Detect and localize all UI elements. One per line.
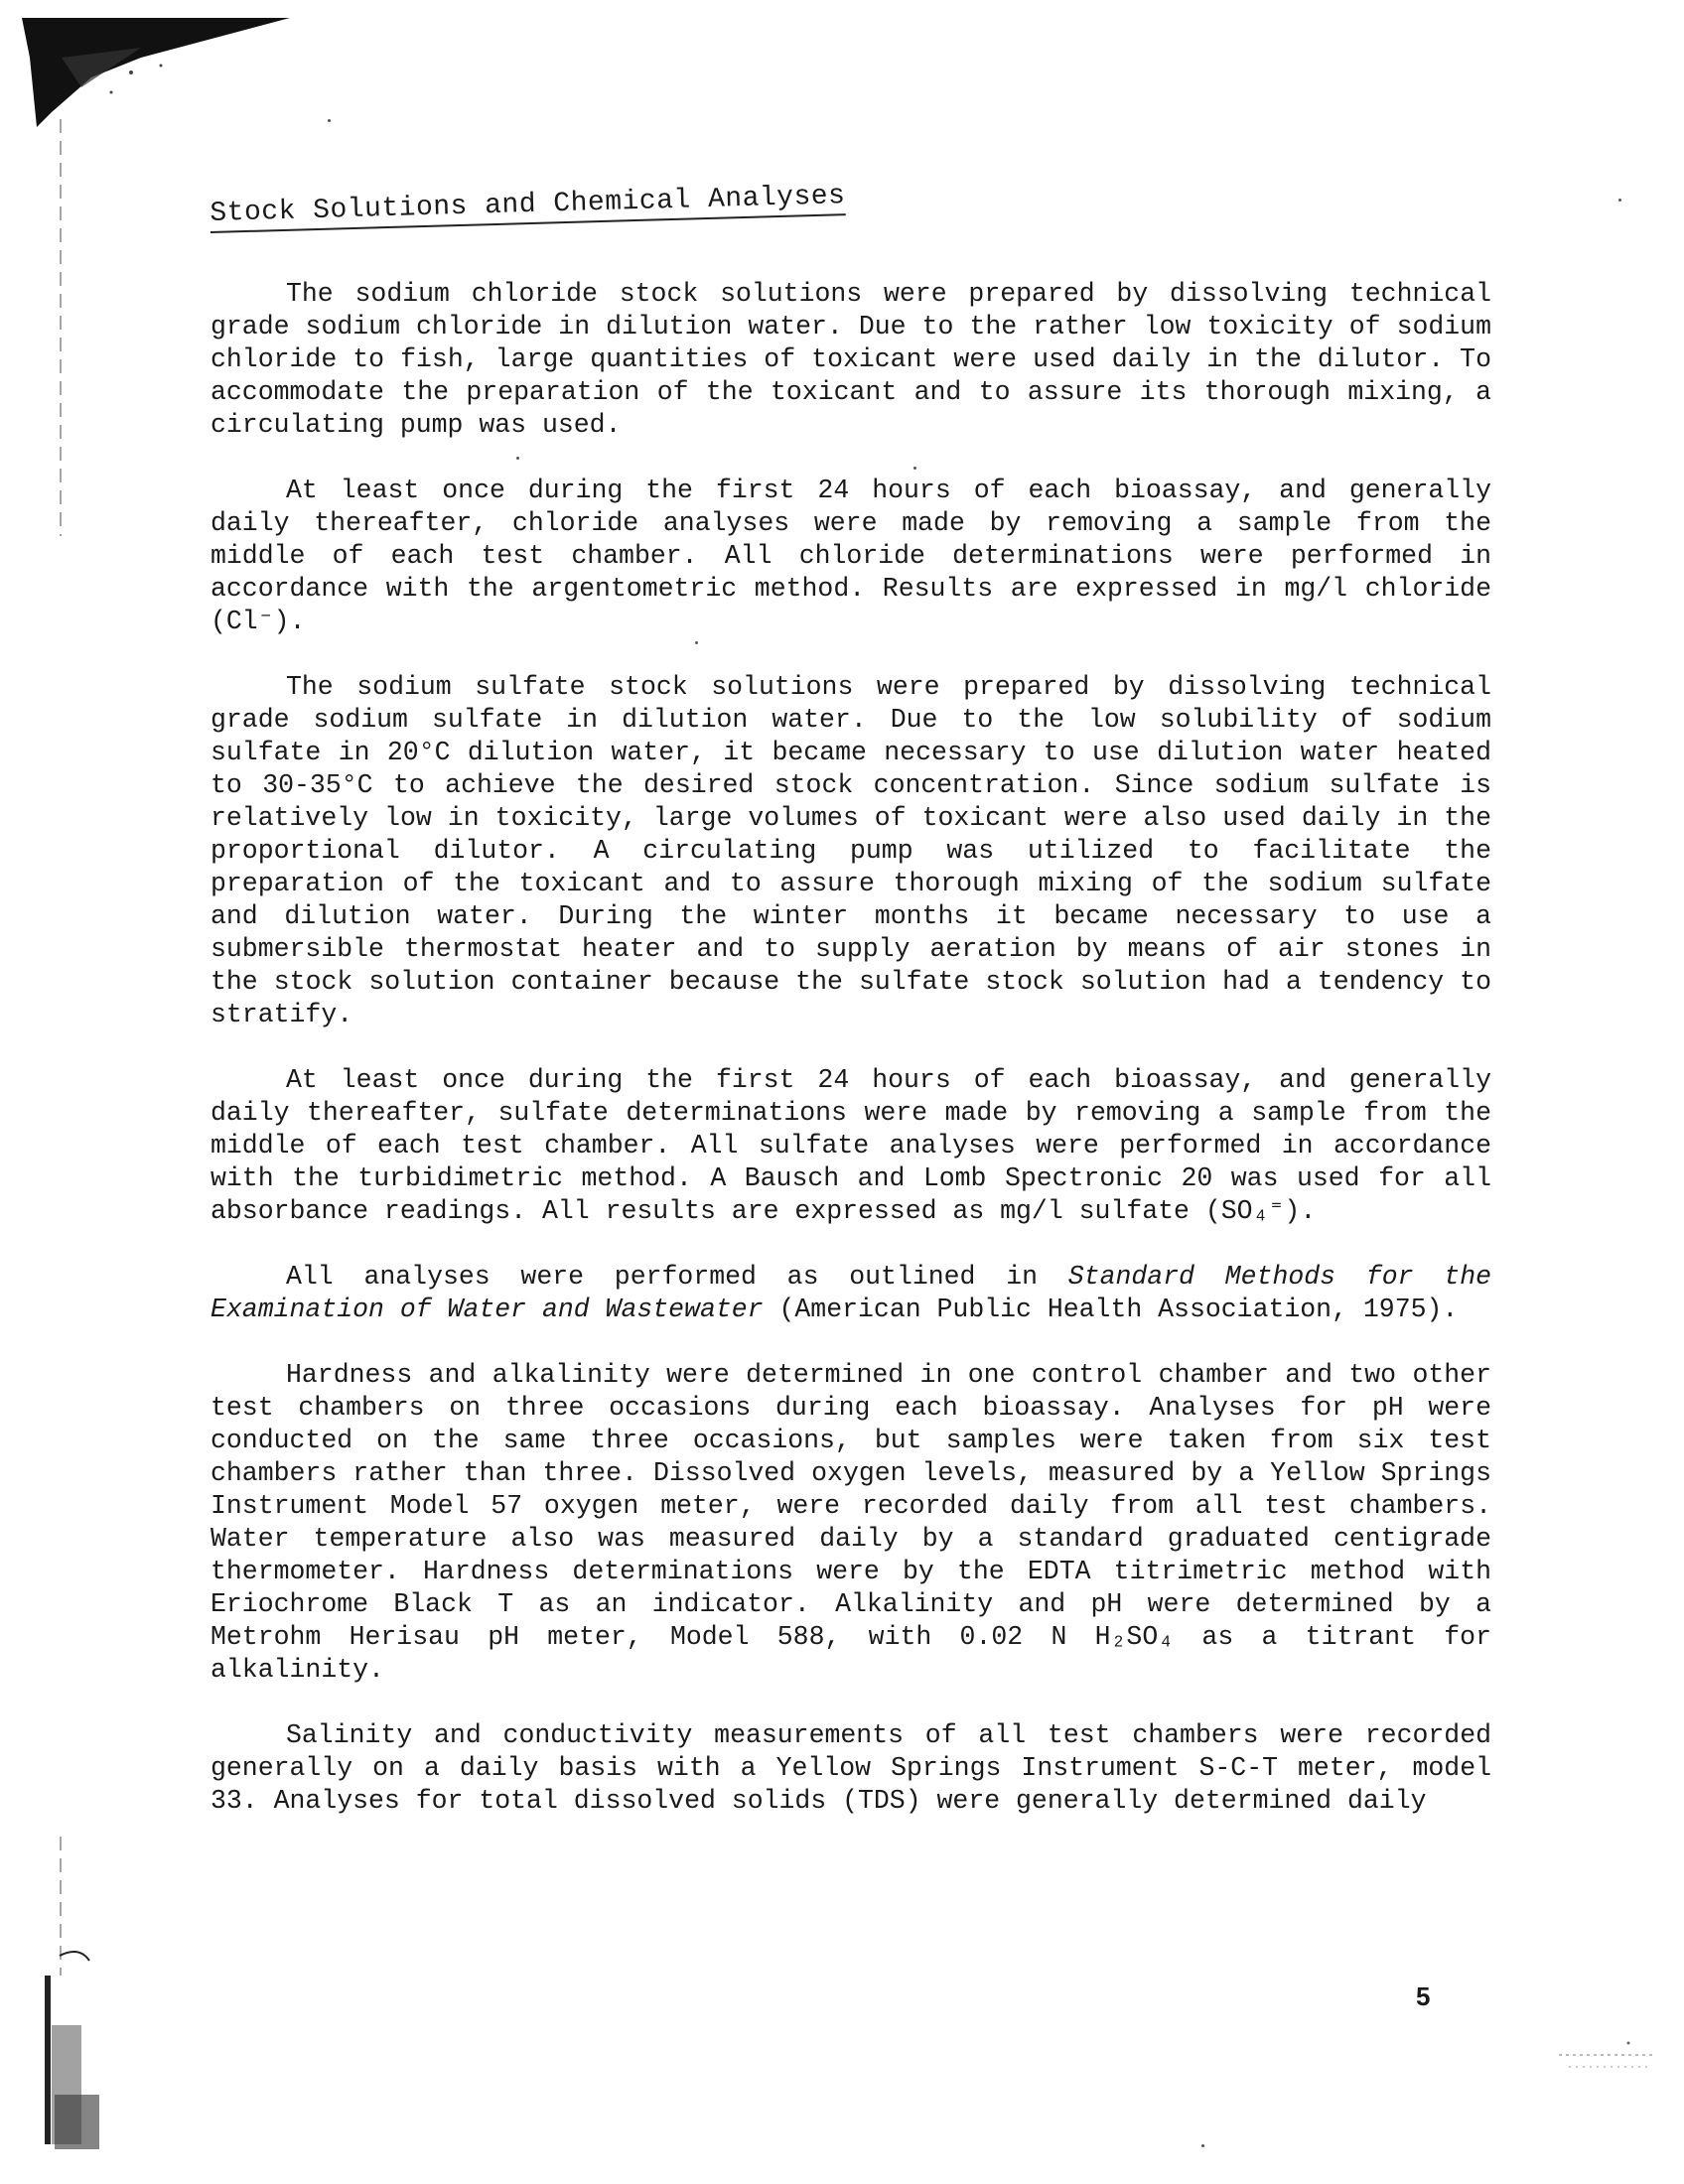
body-text — [210, 278, 1491, 1850]
speck — [913, 467, 916, 470]
paragraph-5-lead: All analyses were performed as outlined in — [286, 1262, 1068, 1292]
speck — [695, 641, 698, 644]
scan-artifact-bottom — [40, 1946, 149, 2164]
section-heading: Stock Solutions and Chemical Analyses — [210, 181, 846, 233]
paragraph-1: The sodium chloride stock solutions were prepared by dissolving technical grade sodium chloride in dilution water. Due to the rather low toxicity of sodium chloride to fish, large quantities of toxicant were used daily in the dilutor. To accommodate the preparation of the toxicant and to assure its thorough mixing, a circulating pump was used. — [210, 279, 1491, 440]
speck — [1618, 199, 1621, 202]
scan-speckles — [1559, 2035, 1658, 2075]
paragraph-3: The sodium sulfate stock solutions were prepared by dissolving technical grade sodium sulfate in dilution water. Due to the low solubility of sodium sulfate in 20°C dilution water, it became necessary to use dilution water heated to 30-35°C to achieve the desired stock concentration. Since sodium sulfate is relatively low in toxicity, large volumes of toxicant were also used daily in the proportional dilutor. A circulating pump was utilized to facilitate the preparation of the toxicant and to assure thorough mixing of the sodium sulfate and dilution water. During the winter months it became necessary to use a submersible thermostat heater and to supply aeration by means of air stones in the stock solution container because the sulfate stock solution had a tendency to stratify. — [210, 672, 1491, 1029]
page-number: 5 — [1416, 1981, 1431, 2011]
paragraph-4: At least once during the first 24 hours of each bioassay, and generally daily thereafter, sulfate determinations were made by removing a sample from the middle of each test chamber. All sulfate analyses were performed in accordance with the turbidimetric method. A Bausch and Lomb Spectronic 20 was used for all absorbance readings. All results are expressed as mg/l sulfate (SO₄⁼). — [210, 1065, 1491, 1226]
scan-artifact-top — [22, 18, 290, 127]
paragraph-7: Salinity and conductivity measurements of all test chambers were recorded generally on a daily basis with a Yellow Springs Instrument S-C-T meter, model 33. Analyses for total dissolved solids (TDS) were generally determined daily — [210, 1720, 1491, 1816]
speck — [328, 119, 331, 122]
paragraph-2: At least once during the first 24 hours of each bioassay, and generally daily thereafter, chloride analyses were made by removing a sample from the middle of each test chamber. All chloride determinations were performed in accordance with the argentometric method. Results are expressed in mg/l chloride (Cl⁻). — [210, 476, 1491, 636]
paragraph-6: Hardness and alkalinity were determined in one control chamber and two other test chambers on three occasions during each bioassay. Analyses for pH were conducted on the same three occasions, but samples were taken from six test chambers rather than three. Dissolved oxygen levels, measured by a Yellow Springs Instrument Model 57 oxygen meter, were recorded daily from all test chambers. Water temperature also was measured daily by a standard graduated centigrade thermometer. Hardness determinations were by the EDTA titrimetric method with Eriochrome Black T as an indicator. Alkalinity and pH were determined by a Metrohm Herisau pH meter, Model 588, with 0.02 N H₂SO₄ as a titrant for alkalinity. — [210, 1360, 1491, 1685]
cited-title: Standard Methods for the Examination of Water and Wastewater — [210, 1262, 1491, 1324]
paragraph-5 — [210, 1261, 1491, 1326]
paragraph-5-tail: (American Public Health Association, 1975). — [763, 1295, 1459, 1324]
speck — [1201, 2144, 1204, 2147]
left-margin-rule — [60, 119, 62, 536]
speck — [516, 457, 519, 460]
